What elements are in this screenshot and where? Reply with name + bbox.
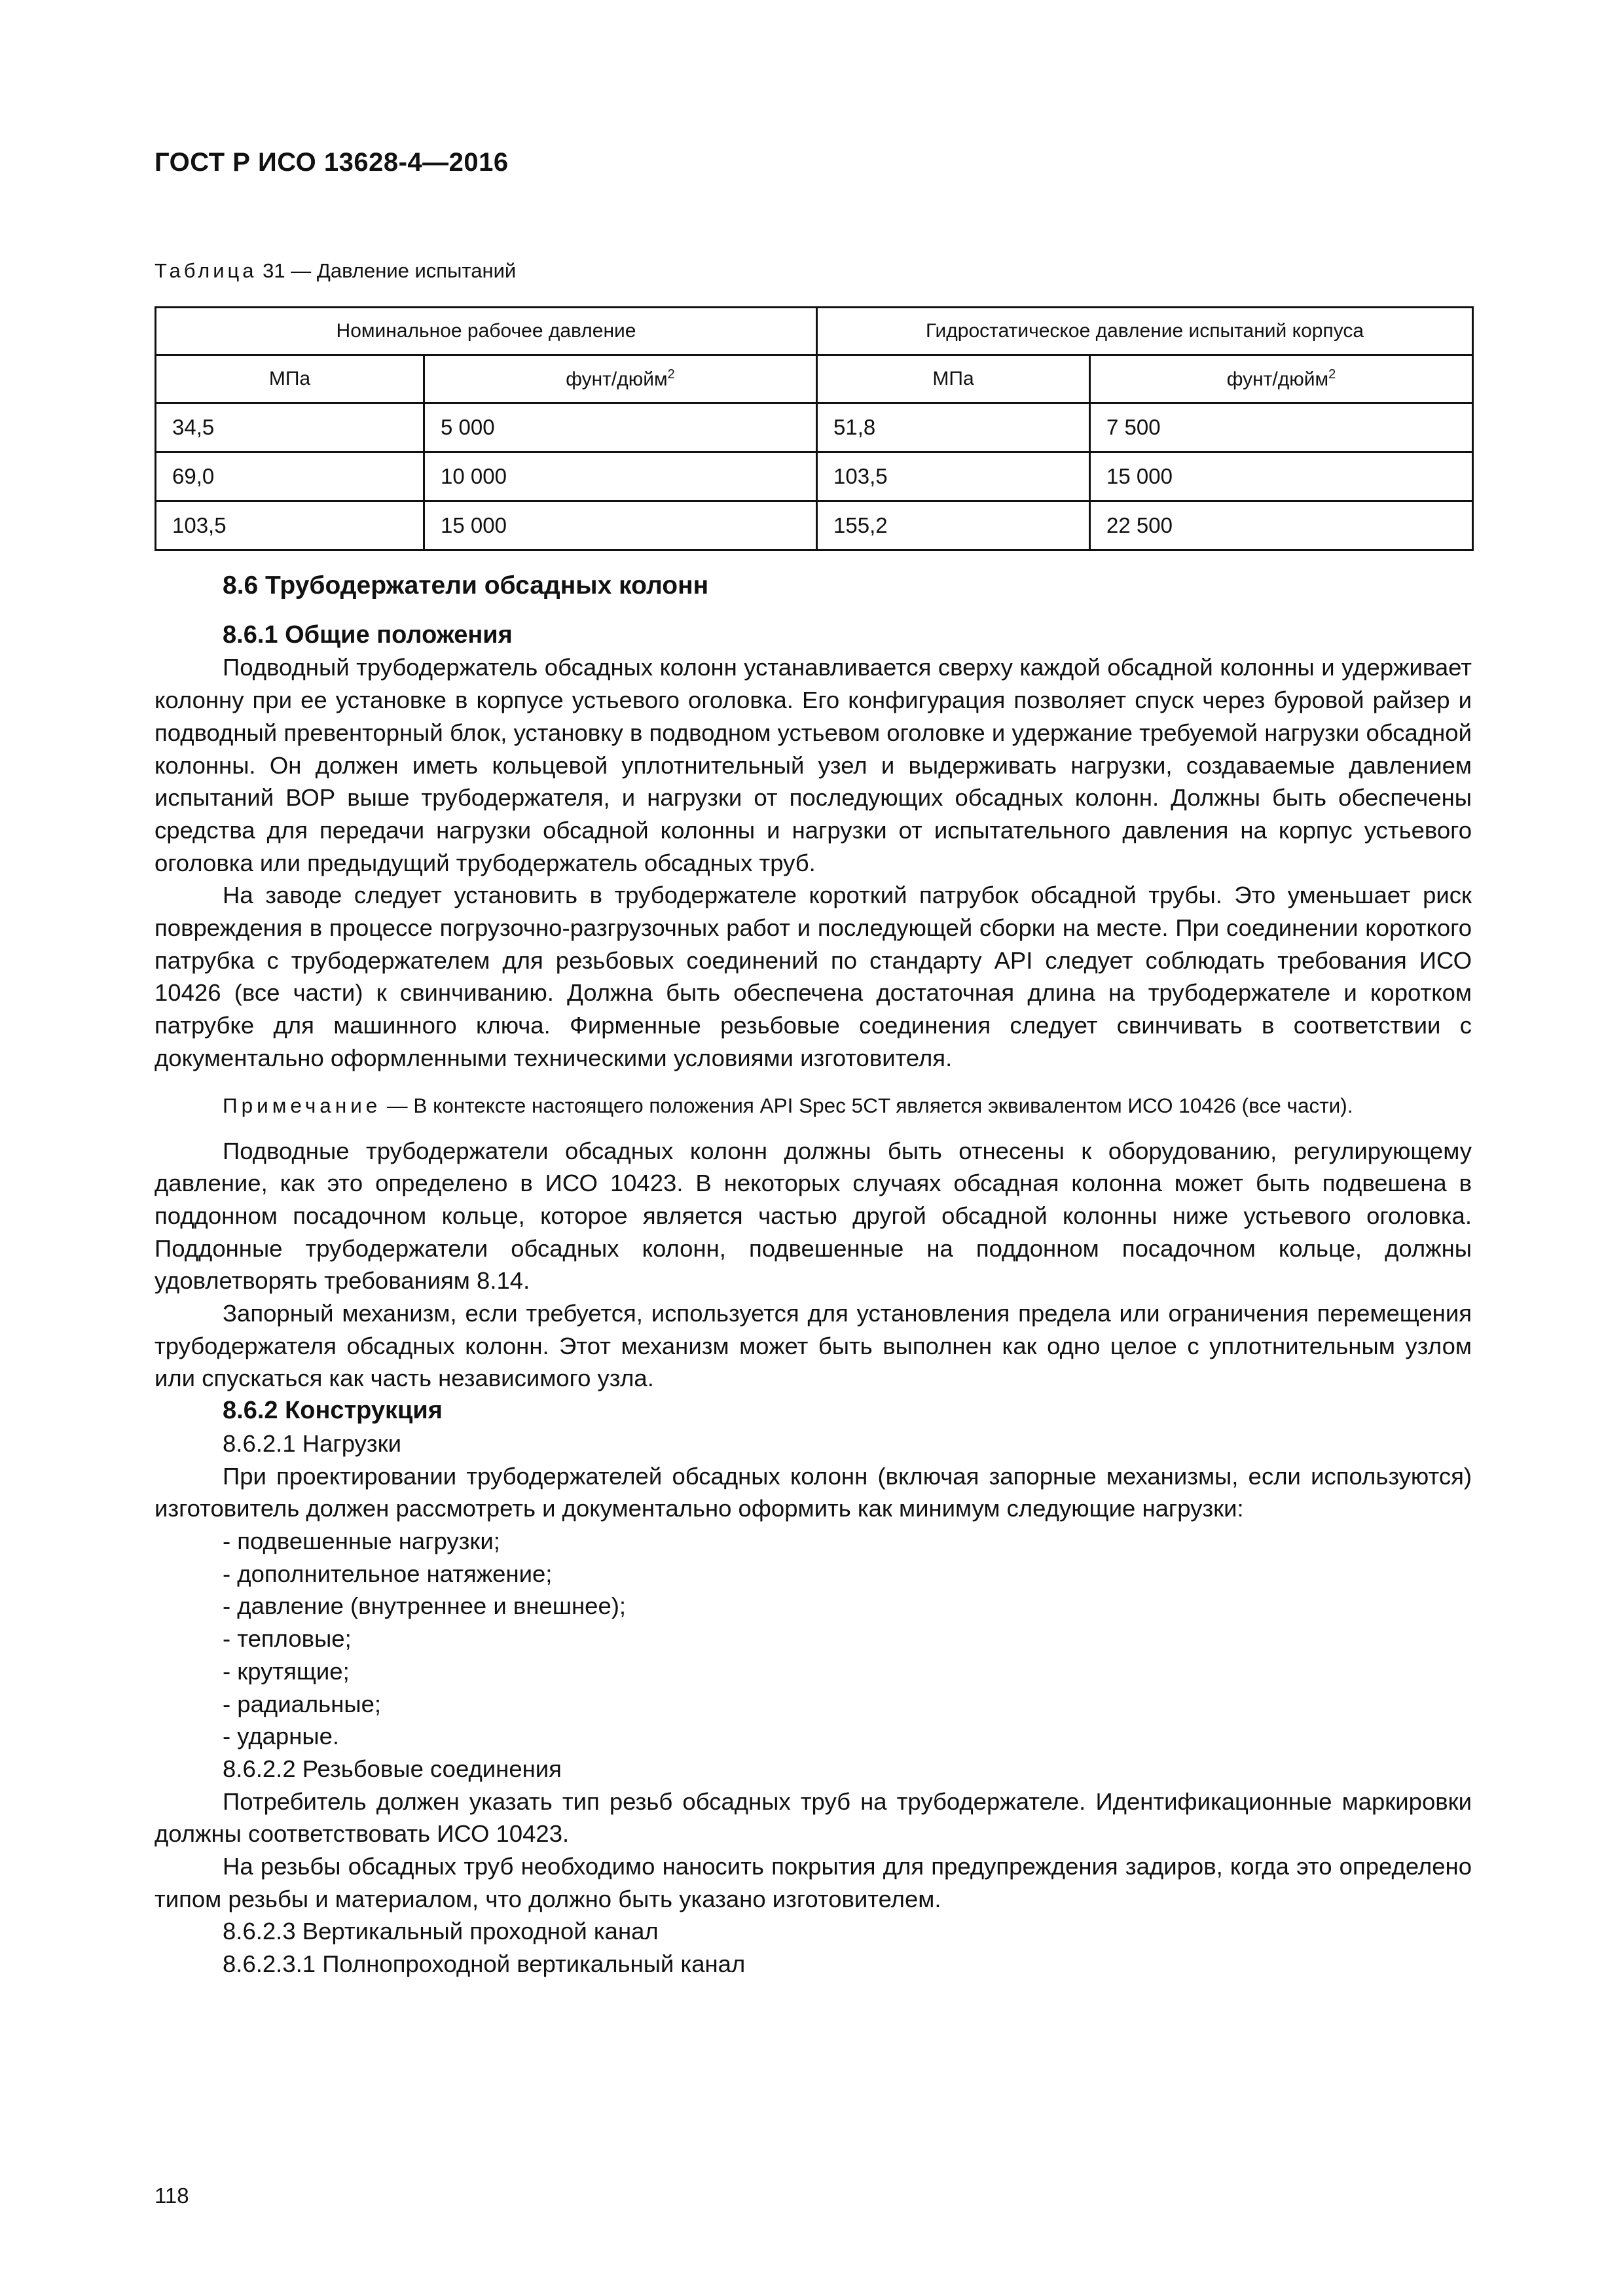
table-caption — [155, 259, 516, 283]
table-unit-header: фунт/дюйм$^2$ — [1090, 355, 1473, 403]
table-cell: 5 000 — [424, 403, 817, 452]
list-item: - радиальные; — [223, 1690, 382, 1717]
clause-title: 8.6.2.2 Резьбовые соединения — [223, 1755, 562, 1782]
paragraph: На заводе следует установить в трубодержателе короткий патрубок обсадной трубы. Это уменьшает риск повреждения в процессе погрузочно-разгрузочных работ и последующей сборки на месте. При соединении короткого патрубка с трубодержателем для резьбовых соединений по стандарту API следует соблюдать требования ИСО 10426 (все части) к свинчиванию. Должна быть обеспечена достаточная длина на трубодержателе и коротком патрубке для машинного ключа. Фирменные резьбовые соединения следует свинчивать в соответствии с документально оформленными техническими условиями изготовителя. — [155, 882, 1472, 1071]
table-cell: 34,5 — [156, 403, 424, 452]
document-code: ГОСТ Р ИСО 13628-4—2016 — [155, 148, 509, 177]
table-cell: 22 500 — [1090, 501, 1473, 550]
table-unit-header: МПа — [817, 355, 1090, 403]
paragraph: На резьбы обсадных труб необходимо наносить покрытия для предупреждения задиров, когда это определено типом резьбы и материалом, что должно быть указано изготовителем. — [155, 1853, 1472, 1912]
paragraph: Подводный трубодержатель обсадных колонн устанавливается сверху каждой обсадной колонны и удерживает колонну при ее установке в корпусе устьевого оголовка. Его конфигурация позволяет спуск через буровой райзер и подводный превенторный блок, установку в подводном устьевом оголовке и удержание требуемой нагрузки обсадной колонны. Он должен иметь кольцевой уплотнительный узел и выдерживать нагрузки, создаваемые давлением испытаний ВОР выше трубодержателя, и нагрузки от последующих обсадных колонн. Должны быть обеспечены средства для передачи нагрузки обсадной колонны и нагрузки от испытательного давления на корпус устьевого оголовка или предыдущий трубодержатель обсадных труб. — [155, 654, 1472, 876]
table-unit-header-row — [156, 355, 1473, 403]
table-cell: 10 000 — [424, 452, 817, 501]
paragraph: При проектировании трубодержателей обсадных колонн (включая запорные механизмы, если используются) изготовитель должен рассмотреть и документально оформить как минимум следующие нагрузки: — [155, 1462, 1472, 1522]
table-caption-title: 31 — Давление испытаний — [257, 259, 517, 282]
list-item: - дополнительное натяжение; — [223, 1560, 553, 1587]
note — [155, 1090, 1472, 1121]
subsection-heading: 8.6.1 Общие положения — [223, 620, 513, 649]
table-group-header: Номинальное рабочее давление — [156, 308, 817, 355]
table-unit-header: МПа — [156, 355, 424, 403]
page-number: 118 — [155, 2183, 189, 2208]
list-item: - подвешенные нагрузки; — [223, 1527, 500, 1554]
note-label: Примечание — [223, 1093, 382, 1117]
table-cell: 7 500 — [1090, 403, 1473, 452]
clause-title: 8.6.2.3 Вертикальный проходной канал — [223, 1918, 659, 1945]
paragraph: Подводные трубодержатели обсадных колонн должны быть отнесены к оборудованию, регулирующему давление, как это определено в ИСО 10423. В некоторых случаях обсадная колонна может быть подвешена в поддонном посадочном кольце, которое является частью другой обсадной колонны ниже устьевого оголовка. Поддонные трубодержатели обсадных колонн, подвешенные на поддонном посадочном кольце, должны удовлетворять требованиям 8.14. — [155, 1137, 1472, 1295]
section-heading: 8.6 Трубодержатели обсадных колонн — [223, 571, 709, 600]
note-text: — В контексте настоящего положения API Spec 5CT является эквивалентом ИСО 10426 (все части). — [381, 1093, 1353, 1117]
list-item: - ударные. — [223, 1723, 340, 1750]
table-cell: 103,5 — [817, 452, 1090, 501]
list-item: - давление (внутреннее и внешнее); — [223, 1592, 627, 1620]
section-body — [155, 569, 1472, 1981]
table-caption-label: Таблица — [155, 259, 257, 282]
table-cell: 51,8 — [817, 403, 1090, 452]
pressure-table — [155, 306, 1474, 551]
table-row — [156, 403, 1473, 452]
list-item: - крутящие; — [223, 1657, 350, 1685]
table-cell: 15 000 — [1090, 452, 1473, 501]
table-row — [156, 501, 1473, 550]
subsection-heading: 8.6.2 Конструкция — [223, 1397, 443, 1425]
table-cell: 103,5 — [156, 501, 424, 550]
list-item: - тепловые; — [223, 1625, 352, 1653]
table-row — [156, 452, 1473, 501]
table-cell: 69,0 — [156, 452, 424, 501]
table-cell: 155,2 — [817, 501, 1090, 550]
table-group-header-row — [156, 308, 1473, 355]
paragraph: Потребитель должен указать тип резьб обсадных труб на трубодержателе. Идентификационные маркировки должны соответствовать ИСО 10423. — [155, 1787, 1472, 1848]
paragraph: Запорный механизм, если требуется, используется для установления предела или ограничения перемещения трубодержателя обсадных колонн. Этот механизм может быть выполнен как одно целое с уплотнительным узлом или спускаться как часть независимого узла. — [155, 1300, 1472, 1392]
table-group-header: Гидростатическое давление испытаний корпуса — [817, 308, 1473, 355]
table-unit-header: фунт/дюйм$^2$ — [424, 355, 817, 403]
clause-title: 8.6.2.1 Нагрузки — [223, 1429, 401, 1457]
table-cell: 15 000 — [424, 501, 817, 550]
clause-title: 8.6.2.3.1 Полнопроходной вертикальный канал — [223, 1950, 746, 1978]
